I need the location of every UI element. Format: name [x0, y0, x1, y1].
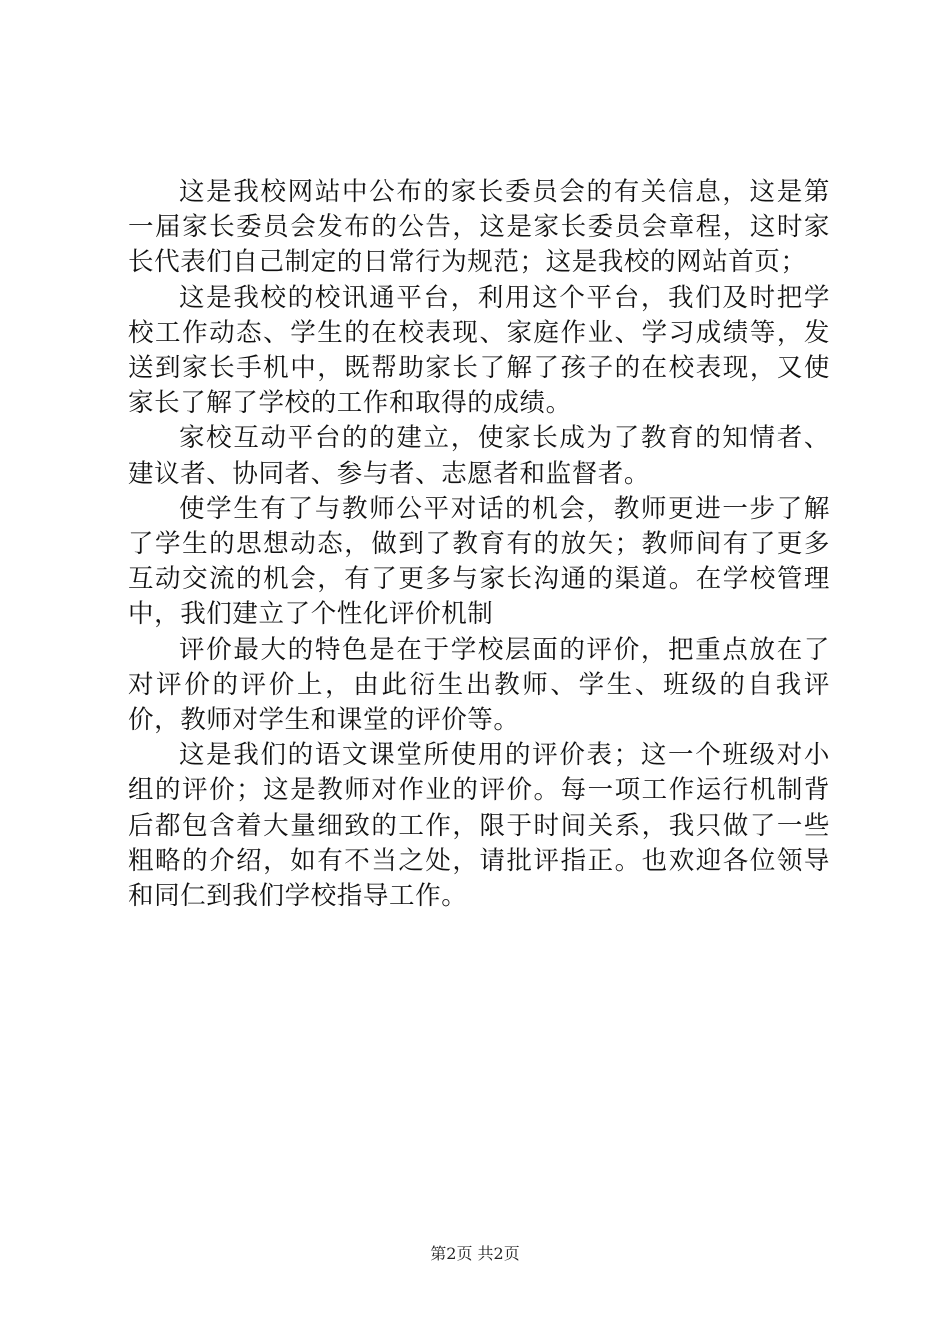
paragraph-6: 这是我们的语文课堂所使用的评价表；这一个班级对小组的评价；这是教师对作业的评价。每一项工作运行机制背后都包含着大量细致的工作，限于时间关系，我只做了一些粗略的介绍，如有不当之处，请批评指正。也欢迎各位领导和同仁到我们学校指导工作。 — [128, 740, 830, 912]
document-body — [128, 175, 830, 914]
paragraph-4: 使学生有了与教师公平对话的机会，教师更进一步了解了学生的思想动态，做到了教育有的放矢；教师间有了更多互动交流的机会，有了更多与家长沟通的渠道。在学校管理中，我们建立了个性化评价机制 — [128, 493, 830, 630]
paragraph-5: 评价最大的特色是在于学校层面的评价，把重点放在了对评价的评价上，由此衍生出教师、学生、班级的自我评价，教师对学生和课堂的评价等。 — [128, 634, 830, 736]
page-footer — [0, 1244, 950, 1264]
paragraph-1: 这是我校网站中公布的家长委员会的有关信息，这是第一届家长委员会发布的公告，这是家长委员会章程，这时家长代表们自己制定的日常行为规范；这是我校的网站首页； — [128, 177, 830, 278]
page-number: 第2页 共2页 — [430, 1244, 520, 1263]
paragraph-3: 家校互动平台的的建立，使家长成为了教育的知情者、建议者、协同者、参与者、志愿者和监督者。 — [128, 423, 830, 489]
paragraph-2: 这是我校的校讯通平台，利用这个平台，我们及时把学校工作动态、学生的在校表现、家庭作业、学习成绩等，发送到家长手机中，既帮助家长了解了孩子的在校表现，又使家长了解了学校的工作和取得的成绩。 — [128, 282, 830, 419]
